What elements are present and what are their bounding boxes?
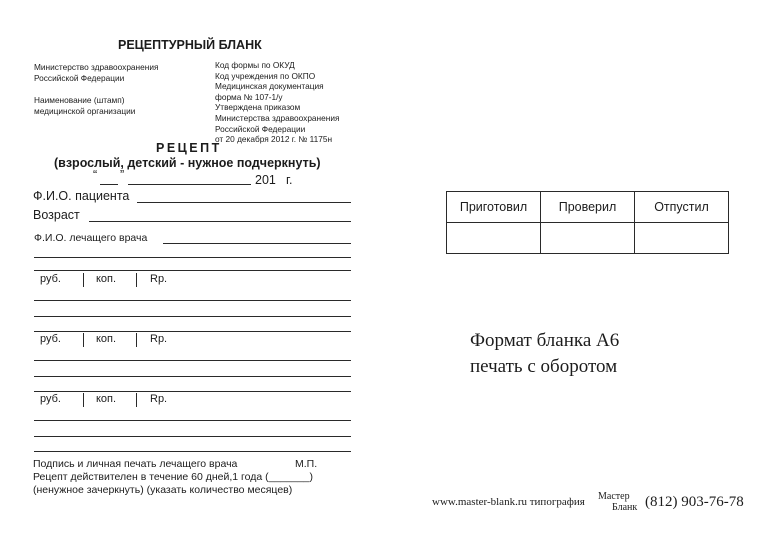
- dispense-table: [446, 191, 729, 254]
- code-line: Код учреждения по ОКПО: [215, 70, 316, 81]
- site-text: www.master-blank.ru типография: [432, 496, 585, 508]
- patient-label: Ф.И.О. пациента: [33, 189, 130, 203]
- rx-line[interactable]: [34, 376, 351, 377]
- rub-label: руб.: [40, 273, 61, 285]
- blank-line[interactable]: [34, 257, 351, 258]
- format-label: Формат бланка А6: [470, 330, 620, 351]
- validity-note: (ненужное зачеркнуть) (указать количество месяцев): [33, 484, 293, 496]
- doctor-label: Ф.И.О. лечащего врача: [34, 232, 148, 244]
- form-codes-block: [215, 60, 339, 145]
- rx-line[interactable]: [34, 331, 351, 332]
- rx-heading: РЕЦЕПТ: [156, 141, 222, 155]
- rx-subheading: (взрослый, детский - нужное подчеркнуть): [54, 156, 321, 170]
- rx-line[interactable]: [34, 316, 351, 317]
- rub-label: руб.: [40, 333, 61, 345]
- separator: [83, 273, 84, 287]
- age-line[interactable]: [89, 221, 351, 222]
- date-quote-open: “: [93, 168, 98, 182]
- print-label: печать с оборотом: [470, 356, 618, 377]
- kop-label: коп.: [96, 273, 117, 285]
- org-stamp-label: [34, 95, 135, 116]
- kop-label: коп.: [96, 333, 117, 345]
- date-suffix: г.: [286, 173, 293, 187]
- separator: [83, 333, 84, 347]
- table-header-row: [447, 192, 729, 223]
- code-line: Утверждена приказом: [215, 102, 301, 113]
- code-line: форма № 107-1/у: [215, 91, 283, 102]
- separator: [136, 393, 137, 407]
- rx-line[interactable]: [34, 420, 351, 421]
- ministry-line: Российской Федерации: [34, 72, 125, 83]
- code-line: Код формы по ОКУД: [215, 60, 295, 70]
- code-line: Министерства здравоохранения: [215, 112, 340, 123]
- age-label: Возраст: [33, 208, 80, 222]
- header-checked: Проверил: [541, 192, 635, 223]
- rx-line[interactable]: [34, 300, 351, 301]
- brand-top: Мастер: [598, 491, 630, 502]
- rp-label: Rp.: [150, 273, 168, 285]
- form-title: РЕЦЕПТУРНЫЙ БЛАНК: [118, 38, 262, 52]
- ministry-label: [34, 62, 158, 83]
- table-row: [447, 223, 729, 254]
- separator: [136, 273, 137, 287]
- checked-cell[interactable]: [541, 223, 635, 254]
- date-month-line[interactable]: [128, 184, 251, 185]
- date-day-line[interactable]: [100, 184, 118, 185]
- rx-line[interactable]: [34, 451, 351, 452]
- code-line: от 20 декабря 2012 г. № 1175н: [215, 134, 333, 145]
- brand-bottom: Бланк: [612, 502, 638, 513]
- org-label-line: медицинской организации: [34, 105, 136, 116]
- prepared-cell[interactable]: [447, 223, 541, 254]
- rx-line[interactable]: [34, 436, 351, 437]
- mp-label: М.П.: [295, 458, 318, 470]
- blank-line[interactable]: [34, 270, 351, 271]
- patient-name-line[interactable]: [137, 202, 351, 203]
- separator: [136, 333, 137, 347]
- validity-line: Рецепт действителен в течение 60 дней,1 года (_______): [33, 471, 313, 483]
- dispensed-cell[interactable]: [635, 223, 729, 254]
- rub-label: руб.: [40, 393, 61, 405]
- header-prepared: Приготовил: [447, 192, 541, 223]
- signature-label: Подпись и личная печать лечащего врача: [33, 458, 238, 470]
- header-dispensed: Отпустил: [635, 192, 729, 223]
- rx-line[interactable]: [34, 360, 351, 361]
- kop-label: коп.: [96, 393, 117, 405]
- brand-logo: [598, 491, 637, 513]
- doctor-name-line[interactable]: [163, 243, 351, 244]
- org-label-line: Наименование (штамп): [34, 95, 125, 105]
- date-year: 201: [255, 173, 276, 187]
- rp-label: Rp.: [150, 333, 168, 345]
- code-line: Российской Федерации: [215, 123, 306, 134]
- rp-label: Rp.: [150, 393, 168, 405]
- phone-number: (812) 903-76-78: [645, 494, 744, 510]
- rx-line[interactable]: [34, 391, 351, 392]
- ministry-line: Министерство здравоохранения: [34, 62, 159, 72]
- date-quote-close: ”: [120, 168, 125, 182]
- separator: [83, 393, 84, 407]
- code-line: Медицинская документация: [215, 81, 324, 92]
